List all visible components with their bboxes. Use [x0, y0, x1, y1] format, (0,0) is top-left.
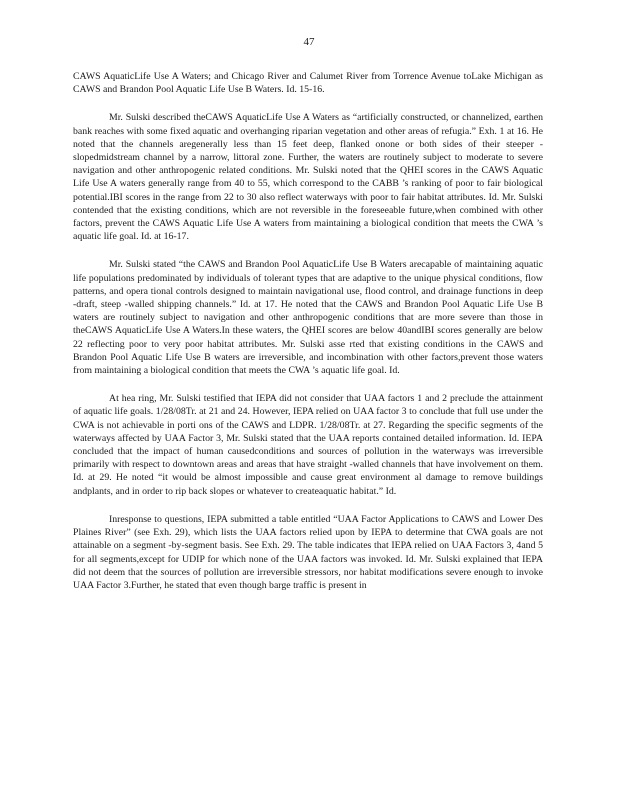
document-body: [73, 70, 543, 607]
paragraph-use-a-waters: Mr. Sulski described theCAWS AquaticLife Use A Waters as “artificially constructed, or channelized, earthen bank reaches with some fixed aquatic and overhanging riparian vegetation and other areas of refugia.” Exh. 1 at 16. He noted that the channels aregenerally less than 15 feet deep, flanked onone or both sides of their steeper -slopedmidstream channel by a narrow, littoral zone. Further, the waters are routinely subject to moderate to severe navigation and other anthropogenic related conditions. Mr. Sulski noted that the QHEI scores in the CAWS Aquatic Life Use A waters generally range from 40 to 55, which correspond to the CABB ’s ranking of poor to fair biological potential.IBI scores in the range from 22 to 30 also reflect waterways with poor to fair habitat attributes. Id. Mr. Sulski contended that the existing conditions, which are not reversible in the foreseeable future,when combined with other factors, prevent the CAWS Aquatic Life Use A waters from maintaining a biological condition that meets the CWA ’s aquatic life goal. Id. at 16-17.: [73, 112, 543, 243]
paragraph-hearing-testimony: At hea ring, Mr. Sulski testified that IEPA did not consider that UAA factors 1 and 2 preclude the attainment of aquatic life goals. 1/28/08Tr. at 21 and 24. However, IEPA relied on UAA factor 3 to conclude that full use under the CWA is not achievable in porti ons of the CAWS and LDPR. 1/28/08Tr. at 27. Regarding the specific segments of the waterways affected by UAA Factor 3, Mr. Sulski stated that the UAA reports contained detailed information. Id. IEPA concluded that the impact of human causedconditions and sources of pollution in the waterways was irreversible primarily with respect to downtown areas and areas that have straight -walled channels that have involvement on them. Id. at 29. He noted “it would be almost impossible and cause great environment al damage to remove buildings andplants, and in order to rip back slopes or whatever to createaquatic habitat.” Id.: [73, 393, 543, 497]
page-number: 47: [303, 36, 315, 48]
paragraph-continued: CAWS AquaticLife Use A Waters; and Chicago River and Calumet River from Torrence Avenue toLake Michigan as CAWS and Brandon Pool Aquatic Life Use B Waters. Id. 15-16.: [73, 71, 543, 96]
paragraph-uaa-factor-table: Inresponse to questions, IEPA submitted a table entitled “UAA Factor Applications to CAWS and Lower Des Plaines River” (see Exh. 29), which lists the UAA factors relied upon by IEPA to determine that CWA goals are not attainable on a segment -by-segment basis. See Exh. 29. The table indicates that IEPA relied on UAA Factors 3, 4and 5 for all segments,except for UDIP for which none of the UAA factors was invoked. Id. Mr. Sulski explained that IEPA did not deem that the sources of pollution are irreversible stressors, nor habitat modifications severe enough to invoke UAA Factor 3.Further, he stated that even though barge traffic is present in: [73, 513, 543, 591]
paragraph-use-b-waters: Mr. Sulski stated “the CAWS and Brandon Pool AquaticLife Use B Waters arecapable of maintaining aquatic life populations predominated by individuals of tolerant types that are adaptive to the unique physical conditions, flow patterns, and opera tional controls designed to maintain navigational use, flood control, and drainage functions in deep -draft, steep -walled shipping channels.” Id. at 17. He noted that the CAWS and Brandon Pool Aquatic Life Use B waters are routinely subject to navigation and other anthropogenic conditions that are more severe than those in theCAWS AquaticLife Use A Waters.In these waters, the QHEI scores are below 40andIBI scores generally are below 22 reflecting poor to very poor habitat attributes. Mr. Sulski asse rted that existing conditions in the CAWS and Brandon Pool Aquatic Life Use B waters are irreversible, and incombination with other factors,prevent those waters from maintaining a biological condition that meets the CWA ’s aquatic life goal. Id.: [73, 259, 543, 377]
